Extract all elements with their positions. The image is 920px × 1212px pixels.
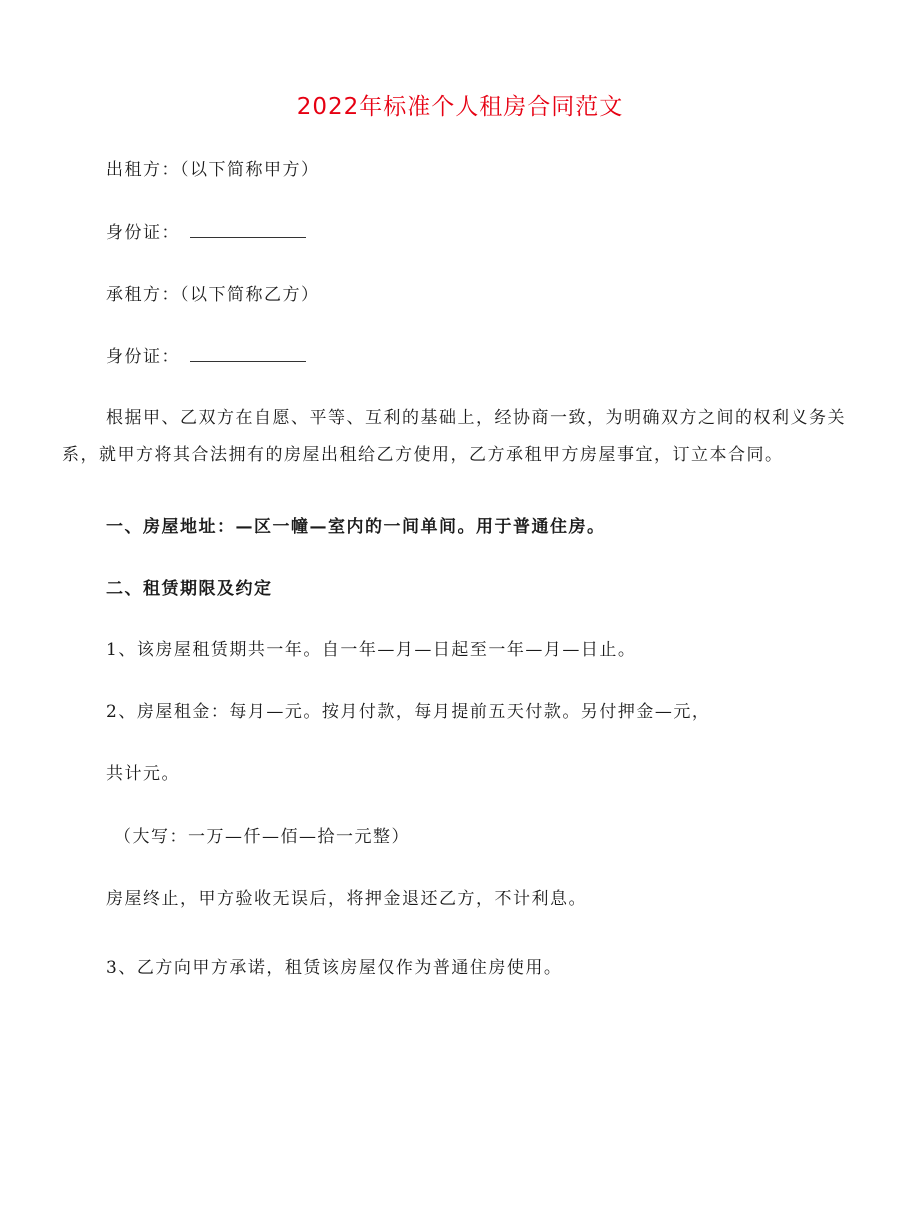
lessee-id-blank — [190, 345, 306, 362]
lessor-id-label: 身份证： — [106, 223, 180, 243]
lessor-id-line — [106, 221, 306, 245]
clause-2: 2、房屋租金：每月—元。按月付款，每月提前五天付款。另付押金—元， — [106, 702, 711, 722]
lessor-label: 出租方：（以下简称甲方） — [106, 160, 320, 180]
lessee-label: 承租方：（以下简称乙方） — [106, 285, 320, 305]
section-1-heading: 一、房屋地址：—区一幢—室内的一间单间。用于普通住房。 — [106, 517, 606, 537]
document-title: 2022年标准个人租房合同范文 — [296, 94, 624, 120]
intro-paragraph: 根据甲、乙双方在自愿、平等、互利的基础上，经协商一致，为明确双方之间的权利义务关系，就甲方将其合法拥有的房屋出租给乙方使用，乙方承租甲方房屋事宜，订立本合同。 — [62, 408, 846, 465]
clause-2-total: 共计元。 — [106, 764, 180, 784]
lessee-id-line — [106, 345, 306, 369]
deposit-return-clause: 房屋终止，甲方验收无误后，将押金退还乙方，不计利息。 — [106, 889, 587, 909]
clause-3: 3、乙方向甲方承诺，租赁该房屋仅作为普通住房使用。 — [106, 958, 563, 978]
lessor-id-blank — [190, 221, 306, 238]
section-2-heading: 二、租赁期限及约定 — [106, 579, 273, 599]
lessee-id-label: 身份证： — [106, 347, 180, 367]
clause-1: 1、该房屋租赁期共一年。自一年—月—日起至一年—月—日止。 — [106, 640, 637, 660]
clause-2-capital-amount: （大写：一万—仟—佰—拾一元整） — [114, 827, 410, 847]
